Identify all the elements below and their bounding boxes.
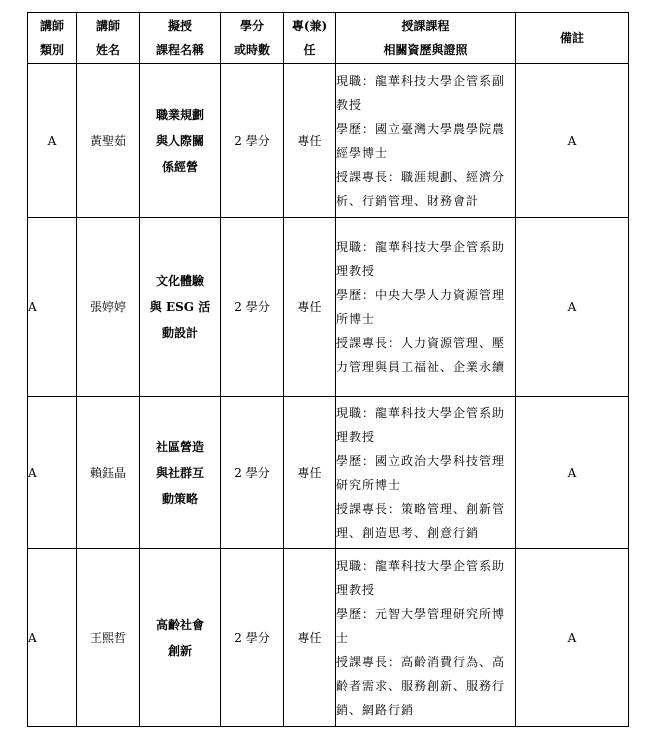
cell-type: 專任 bbox=[284, 64, 336, 218]
header-category: 講師 類別 bbox=[28, 13, 77, 64]
header-credits: 學分 或時數 bbox=[221, 13, 284, 64]
table-row bbox=[28, 549, 629, 727]
cell-course: 職業規劃 與人際關 係經營 bbox=[140, 64, 221, 218]
cell-type: 專任 bbox=[284, 218, 336, 397]
cell-name: 賴鈺晶 bbox=[77, 397, 140, 549]
cell-remark: A bbox=[516, 397, 629, 549]
cell-credits: 2 學分 bbox=[221, 397, 284, 549]
cell-remark: A bbox=[516, 549, 629, 727]
table-row bbox=[28, 218, 629, 397]
cell-credits: 2 學分 bbox=[221, 218, 284, 397]
cell-name: 王熙哲 bbox=[77, 549, 140, 727]
cell-category: A bbox=[28, 218, 77, 397]
cell-name: 張婷婷 bbox=[77, 218, 140, 397]
table-row bbox=[28, 64, 629, 218]
cell-course: 社區營造 與社群互 動策略 bbox=[140, 397, 221, 549]
cell-course: 文化體驗 與 ESG 活 動設計 bbox=[140, 218, 221, 397]
header-remark: 備註 bbox=[516, 13, 629, 64]
cell-type: 專任 bbox=[284, 549, 336, 727]
header-type: 專(兼) 任 bbox=[284, 13, 336, 64]
table-row bbox=[28, 397, 629, 549]
cell-credits: 2 學分 bbox=[221, 549, 284, 727]
instructor-table bbox=[27, 12, 629, 727]
cell-name: 黃聖茹 bbox=[77, 64, 140, 218]
cell-credits: 2 學分 bbox=[221, 64, 284, 218]
header-qualifications: 授課課程 相關資歷與證照 bbox=[336, 13, 516, 64]
cell-category: A bbox=[28, 549, 77, 727]
cell-remark: A bbox=[516, 64, 629, 218]
header-row bbox=[28, 13, 629, 64]
header-course: 擬授 課程名稱 bbox=[140, 13, 221, 64]
cell-category: A bbox=[28, 397, 77, 549]
cell-qualifications: 現職：龍華科技大學企管系助理教授 學歷：中央大學人力資源管理所博士 授課專長：人力資源管理、壓力管理與員工福祉、企業永續 bbox=[336, 218, 516, 397]
cell-qualifications: 現職：龍華科技大學企管系助理教授 學歷：國立政治大學科技管理研究所博士 授課專長：策略管理、創新管理、創造思考、創意行銷 bbox=[336, 397, 516, 549]
cell-remark: A bbox=[516, 218, 629, 397]
cell-category: A bbox=[28, 64, 77, 218]
cell-course: 高齡社會 創新 bbox=[140, 549, 221, 727]
header-name: 講師 姓名 bbox=[77, 13, 140, 64]
cell-qualifications: 現職：龍華科技大學企管系助理教授 學歷：元智大學管理研究所博士 授課專長：高齡消費行為、高齡者需求、服務創新、服務行銷、網路行銷 bbox=[336, 549, 516, 727]
cell-type: 專任 bbox=[284, 397, 336, 549]
cell-qualifications: 現職：龍華科技大學企管系副教授 學歷：國立臺灣大學農學院農經學博士 授課專長：職涯規劃、經濟分析、行銷管理、財務會計 bbox=[336, 64, 516, 218]
instructor-table-wrapper bbox=[27, 12, 628, 727]
